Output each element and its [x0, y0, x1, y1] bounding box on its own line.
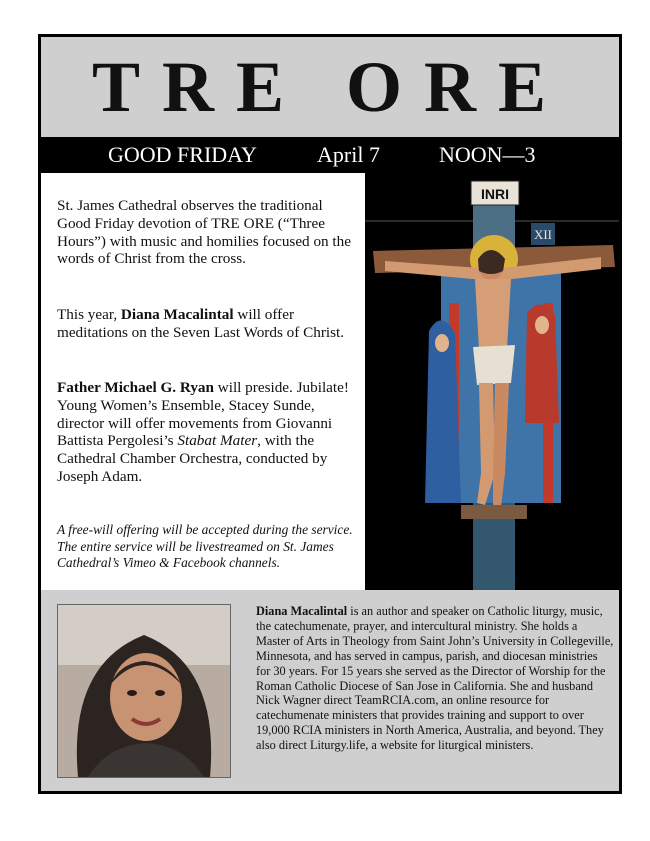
crucifix-illustration — [365, 173, 619, 590]
crucifix-image — [365, 173, 619, 590]
bio-body: is an author and speaker on Catholic liturgy, music, the catechumenate, prayer, and intercultural ministry. She holds a Master of Arts in Theology from Saint John’s University in Collegeville, Minnesota, and has served in campus, parish, and diocesan ministries for 30 years. For 15 years she served as the Director of Worship for the Roman Catholic Diocese of San Jose in California. She and husband Nick Wagner direct TeamRCIA.com, an online resource for catechumenate ministers that provides training and support to over 19,000 RCIA ministers in North America, Australia, and beyond. They also direct Liturgy.life, a website for liturgical ministers. — [256, 604, 614, 753]
bio-section — [41, 590, 619, 791]
event-time: NOON—3 — [439, 142, 536, 167]
station-numeral: XII — [533, 227, 553, 242]
event-banner — [41, 137, 619, 173]
speaker-bio — [256, 604, 614, 753]
offering-note: A free-will offering will be accepted during the service. The entire service will be livestreamed on St. James Cathedral’s Vimeo & Facebook channels. — [57, 522, 353, 571]
inri-inscription: INRI — [481, 186, 509, 202]
speaker-portrait — [57, 604, 231, 778]
speaker-name: Diana Macalintal — [120, 306, 234, 323]
music-work-title: Stabat Mater — [177, 432, 258, 450]
event-day: GOOD FRIDAY — [108, 142, 257, 167]
portrait-photo — [58, 605, 230, 777]
title-band — [41, 37, 619, 137]
music-paragraph — [57, 379, 359, 486]
presider-name: Father Michael G. Ryan — [57, 379, 214, 396]
speaker-detail: will offer meditations on the Seven Last Words of Christ. — [57, 306, 345, 341]
bio-name: Diana Macalintal — [256, 604, 348, 618]
event-date: April 7 — [317, 142, 380, 167]
music-detail: will preside. Jubilate! Young Women’s Ensemble, Stacey Sunde, director will offer movements from Giovanni Battista Pergolesi’s — [57, 379, 349, 450]
intro-paragraph: St. James Cathedral observes the traditional Good Friday devotion of TRE ORE (“Three Hours”) with music and homilies focused on the words of Christ from the cross. — [57, 197, 351, 268]
poster-title: TRE ORE — [91, 47, 569, 127]
poster — [38, 34, 622, 794]
description-panel — [41, 173, 365, 590]
speaker-lead: This year, — [57, 306, 121, 323]
speaker-paragraph — [57, 306, 359, 342]
music-detail-end: , with the Cathedral Chamber Orchestra, conducted by Joseph Adam. — [57, 432, 328, 485]
